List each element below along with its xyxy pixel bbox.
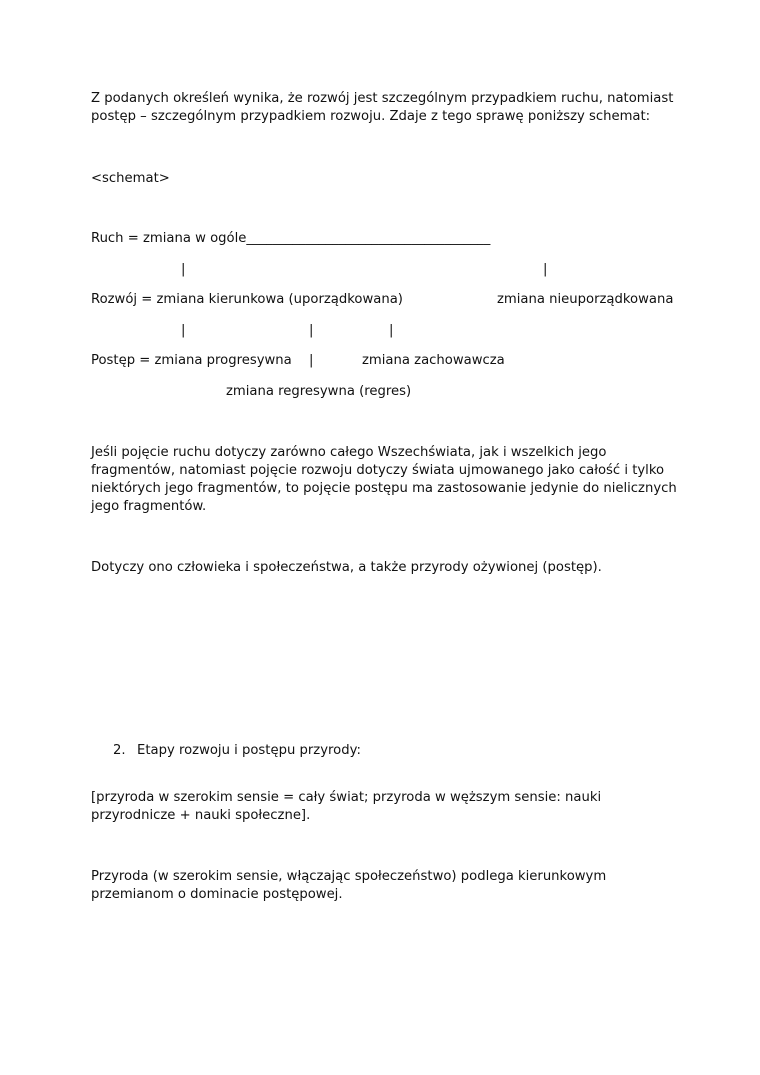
- intro-paragraph: [91, 90, 691, 126]
- diagram-connector: |: [181, 323, 186, 338]
- diagram-connector: |: [181, 262, 186, 277]
- schemat-placeholder: <schemat>: [91, 171, 170, 186]
- diagram-regresywna: zmiana regresywna (regres): [226, 384, 412, 399]
- diagram-ruch: Ruch = zmiana w ogóle_____________________________________: [91, 231, 491, 246]
- final-line: przemianom o dominacie postępowej.: [91, 887, 343, 902]
- human-paragraph: Dotyczy ono człowieka i społeczeństwa, a także przyrody ożywionej (postęp).: [91, 560, 602, 575]
- scope-line: fragmentów, natomiast pojęcie rozwoju dotyczy świata ujmowanego jako całość i tylko: [91, 463, 665, 478]
- diagram-postep: Postęp = zmiana progresywna: [91, 353, 292, 368]
- diagram-connector: |: [309, 323, 314, 338]
- diagram-zachowawcza: zmiana zachowawcza: [362, 353, 505, 368]
- diagram-connector: |: [389, 323, 394, 338]
- final-paragraph: [91, 868, 691, 904]
- diagram-rozwoj: Rozwój = zmiana kierunkowa (uporządkowana): [91, 292, 403, 307]
- final-line: Przyroda (w szerokim sensie, włączając społeczeństwo) podlega kierunkowym: [91, 869, 607, 884]
- diagram-connector: |: [543, 262, 548, 277]
- section-2-title: Etapy rozwoju i postępu przyrody:: [137, 743, 361, 758]
- nature-line: [przyroda w szerokim sensie = cały świat; przyroda w węższym sensie: nauki: [91, 790, 602, 805]
- scope-line: Jeśli pojęcie ruchu dotyczy zarówno całego Wszechświata, jak i wszelkich jego: [91, 445, 607, 460]
- nature-paragraph: [91, 789, 691, 825]
- scope-line: niektórych jego fragmentów, to pojęcie postępu ma zastosowanie jedynie do nielicznych: [91, 481, 677, 496]
- scope-line: jego fragmentów.: [91, 499, 207, 514]
- diagram-nieuporzadkowana: zmiana nieuporządkowana: [497, 292, 674, 307]
- nature-line: przyrodnicze + nauki społeczne].: [91, 808, 311, 823]
- intro-line-1: Z podanych określeń wynika, że rozwój jest szczególnym przypadkiem ruchu, natomiast: [91, 91, 674, 106]
- diagram-connector: |: [309, 353, 314, 368]
- intro-line-2: postęp – szczególnym przypadkiem rozwoju. Zdaje z tego sprawę poniższy schemat:: [91, 109, 651, 124]
- section-2-number: 2.: [113, 743, 126, 758]
- scope-paragraph: [91, 444, 691, 516]
